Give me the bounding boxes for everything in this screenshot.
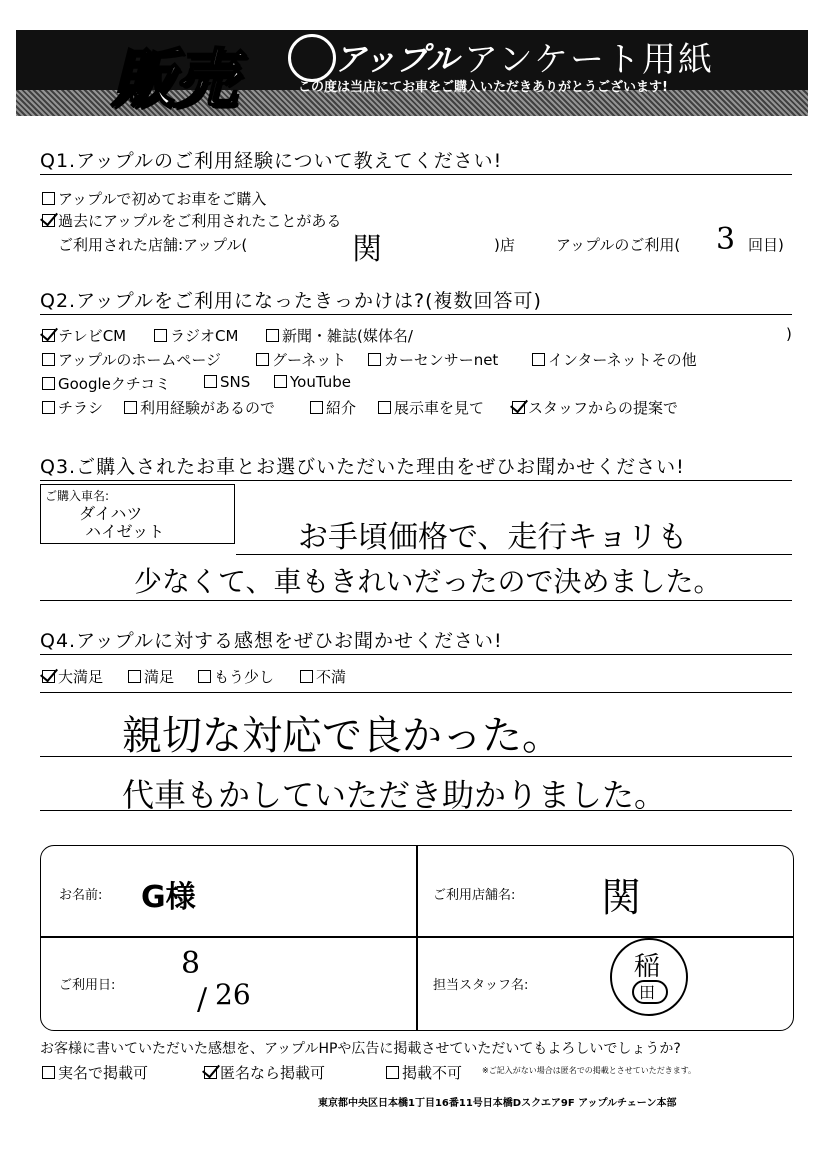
checkbox-checked-icon[interactable] (42, 670, 55, 683)
checkbox-checked-icon[interactable] (42, 214, 55, 227)
checkbox-icon[interactable] (42, 401, 55, 414)
checkbox-icon[interactable] (42, 192, 55, 205)
option-label: カーセンサーnet (384, 351, 499, 369)
option-label: グーネット (272, 351, 347, 369)
option-label: SNS (220, 373, 251, 391)
name-label: お名前: (59, 888, 103, 903)
q1-option-past-use[interactable] (42, 210, 341, 231)
car-name-box (40, 484, 235, 544)
q2-option-flyer[interactable] (42, 397, 103, 418)
option-label: 実名で掲載可 (58, 1064, 149, 1082)
checkbox-icon[interactable] (124, 401, 137, 414)
checkbox-checked-icon[interactable] (512, 401, 525, 414)
consent-option-no[interactable] (386, 1062, 462, 1083)
apple-logo-icon (288, 34, 336, 82)
checkbox-icon[interactable] (300, 670, 313, 683)
checkbox-icon[interactable] (42, 377, 55, 390)
consent-note: ※ご記入がない場合は匿名での掲載とさせていただきます。 (482, 1066, 697, 1075)
car-name-label: ご購入車名: (45, 489, 110, 503)
option-label: ラジオCM (170, 327, 239, 345)
date-month: 8 (181, 946, 201, 981)
header-subtitle: この度は当店にてお車をご購入いただきありがとうございます! (298, 80, 668, 95)
option-label: 大満足 (58, 668, 104, 686)
q4-answer-line2: 代車もかしていただき助かりました。 (122, 776, 667, 814)
option-label: スタッフからの提案で (528, 399, 679, 417)
consent-option-real-name[interactable] (42, 1062, 148, 1083)
q2-option-display-car[interactable] (378, 397, 484, 418)
q4-option-very-satisfied[interactable] (42, 666, 103, 687)
checkbox-icon[interactable] (368, 353, 381, 366)
q2-option-google-review[interactable] (42, 373, 170, 394)
q1-store-suffix: )店 (494, 236, 515, 254)
date-label: ご利用日: (59, 978, 116, 993)
option-label: アップルで初めてお車をご購入 (58, 190, 267, 208)
q3-heading: Q3.ご購入されたお車とお選びいただいた理由をぜひお聞かせください! (40, 456, 685, 478)
q2-option-goonet[interactable] (256, 349, 346, 370)
option-label: Googleクチコミ (58, 375, 171, 393)
q1-count-label: アップルのご利用( (556, 236, 681, 254)
answer-line (40, 692, 792, 693)
divider (40, 654, 792, 655)
footer-address: 東京都中央区日本橋1丁目16番11号日本橋Dスクエア9F アップルチェーン本部 (318, 1098, 677, 1109)
checkbox-icon[interactable] (204, 375, 217, 388)
date-slash: / (197, 982, 208, 1017)
q4-option-somewhat[interactable] (198, 666, 274, 687)
car-name-line1: ダイハツ (79, 504, 143, 523)
consent-option-anonymous[interactable] (204, 1062, 325, 1083)
q4-answer-line1: 親切な対応で良かった。 (122, 713, 562, 759)
q2-option-youtube[interactable] (274, 373, 351, 391)
car-name-line2: ハイゼット (85, 522, 165, 541)
checkbox-icon[interactable] (386, 1066, 399, 1079)
divider (40, 174, 792, 175)
q1-store-handwritten: 関 (352, 232, 382, 267)
checkbox-icon[interactable] (274, 375, 287, 388)
q2-option-homepage[interactable] (42, 349, 221, 370)
option-label: YouTube (290, 373, 351, 391)
q3-answer-line1: お手頃価格で、走行キョリも (298, 520, 688, 555)
store-label: ご利用店舗名: (433, 888, 516, 903)
checkbox-icon[interactable] (256, 353, 269, 366)
option-label: 掲載不可 (402, 1064, 463, 1082)
q1-count-suffix: 回目) (748, 236, 784, 254)
q4-option-satisfied[interactable] (128, 666, 174, 687)
stamp-bottom: 田 (639, 983, 656, 1002)
option-label: 紹介 (326, 399, 357, 417)
option-label: インターネットその他 (548, 351, 697, 369)
option-label: 利用経験があるので (140, 399, 276, 417)
checkbox-icon[interactable] (378, 401, 391, 414)
option-label: 過去にアップルをご利用されたことがある (58, 212, 342, 230)
divider (40, 314, 792, 315)
option-label: チラシ (58, 399, 104, 417)
q1-heading: Q1.アップルのご利用経験について教えてください! (40, 150, 503, 172)
q4-option-dissatisfied[interactable] (300, 666, 346, 687)
q1-count-handwritten: 3 (716, 222, 736, 257)
q2-option-newspaper[interactable] (266, 325, 413, 346)
option-label: アップルのホームページ (58, 351, 222, 369)
header-brand: アップル (334, 40, 459, 78)
date-day: 26 (215, 978, 251, 1011)
divider (40, 480, 792, 481)
option-label: 展示車を見て (394, 399, 485, 417)
q4-heading: Q4.アップルに対する感想をぜひお聞かせください! (40, 630, 503, 652)
q2-option-experience[interactable] (124, 397, 275, 418)
option-label: 満足 (144, 668, 175, 686)
customer-info-box (40, 845, 794, 1031)
name-value: G様 (141, 880, 196, 915)
stamp-top: 稲 (634, 952, 661, 982)
option-label: 新聞・雑誌(媒体名/ (282, 327, 413, 345)
divider (416, 846, 418, 1030)
checkbox-icon[interactable] (42, 1066, 55, 1079)
staff-seal-stamp (610, 938, 688, 1016)
divider (41, 936, 793, 938)
header-big-title: 販売 (111, 43, 235, 116)
checkbox-checked-icon[interactable] (42, 329, 55, 342)
consent-question: お客様に書いていただいた感想を、アップルHPや広告に掲載させていただいてもよろしいでしょうか? (40, 1041, 681, 1057)
checkbox-icon[interactable] (266, 329, 279, 342)
store-value: 関 (601, 875, 641, 921)
q1-option-first-purchase[interactable] (42, 188, 266, 209)
q2-option-sns[interactable] (204, 373, 250, 391)
option-label: テレビCM (58, 327, 127, 345)
checkbox-icon[interactable] (310, 401, 323, 414)
checkbox-icon[interactable] (42, 353, 55, 366)
q2-option-tv-cm[interactable] (42, 325, 126, 346)
q1-store-label: ご利用された店舗:アップル( (58, 236, 248, 254)
q2-option-staff-suggestion[interactable] (512, 397, 678, 418)
q2-option-radio-cm[interactable] (154, 325, 238, 346)
q2-media-close: ) (786, 325, 792, 343)
checkbox-icon[interactable] (532, 353, 545, 366)
header-banner (16, 30, 808, 116)
checkbox-icon[interactable] (128, 670, 141, 683)
q2-option-referral[interactable] (310, 397, 356, 418)
header-title: アンケート用紙 (464, 40, 714, 80)
option-label: 匿名なら掲載可 (220, 1064, 326, 1082)
option-label: もう少し (214, 668, 275, 686)
answer-line (40, 600, 792, 601)
q2-option-carsensor[interactable] (368, 349, 498, 370)
option-label: 不満 (316, 668, 347, 686)
checkbox-icon[interactable] (198, 670, 211, 683)
q2-heading: Q2.アップルをご利用になったきっかけは?(複数回答可) (40, 290, 542, 312)
q3-answer-line2: 少なくて、車もきれいだったので決めました。 (134, 565, 722, 598)
checkbox-checked-icon[interactable] (204, 1066, 217, 1079)
q2-option-internet-other[interactable] (532, 349, 697, 370)
checkbox-icon[interactable] (154, 329, 167, 342)
staff-label: 担当スタッフ名: (433, 978, 529, 993)
